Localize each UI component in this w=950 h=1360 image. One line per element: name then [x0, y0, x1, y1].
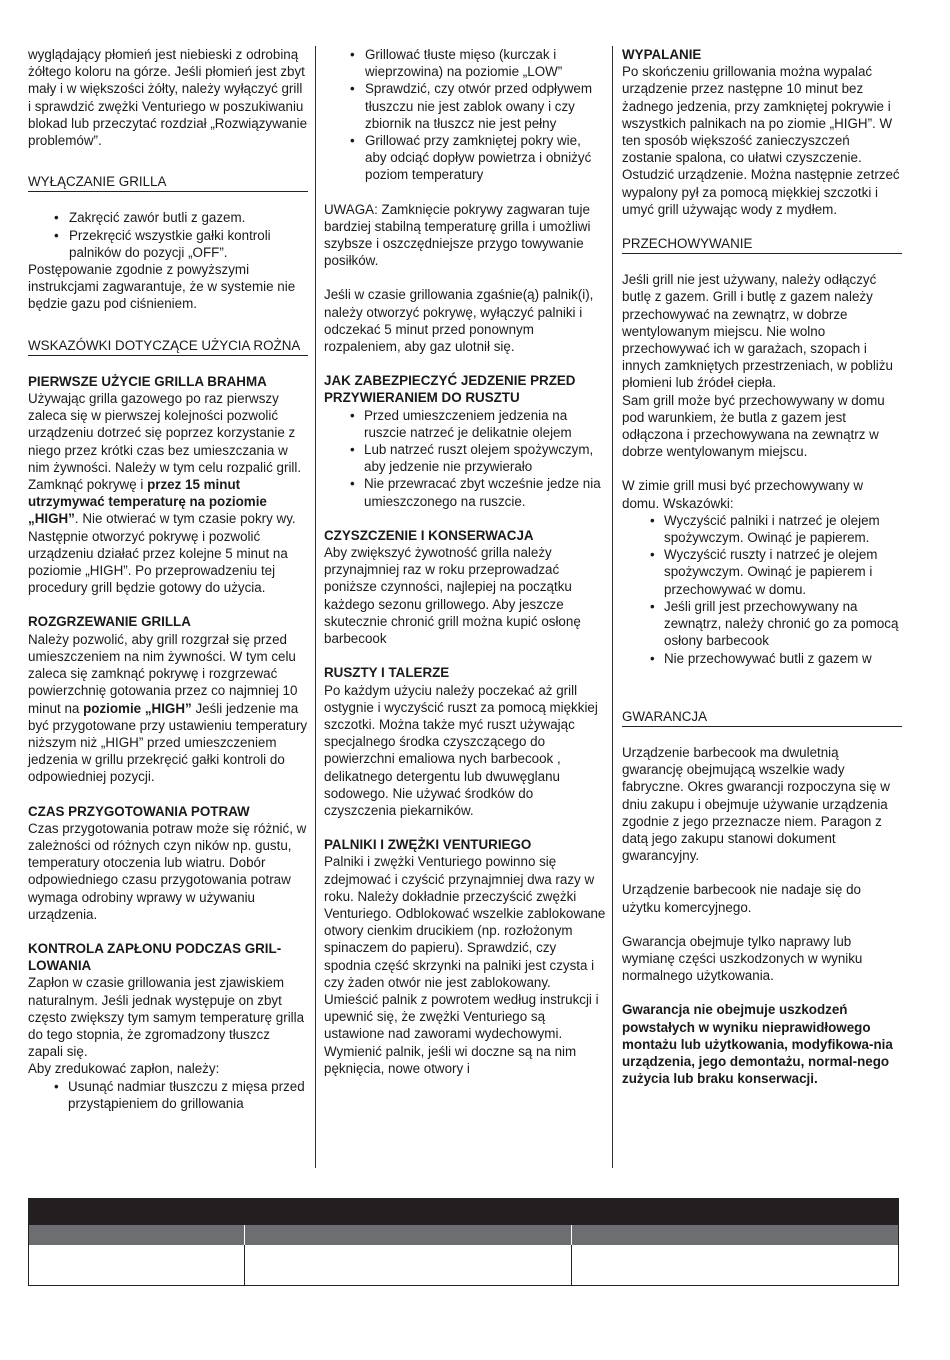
preheat-text [28, 631, 308, 786]
time-heading: CZAS PRZYGOTOWANIA POTRAW [28, 803, 250, 819]
list-item: • Nie przewracać zbyt wcześnie jedze nia umieszczonego na ruszcie. [324, 475, 606, 509]
footer-table [28, 1198, 899, 1286]
list-item: • Wyczyścić ruszty i natrzeć je olejem spożywczym. Owinąć je papierem i przechowywać w domu. [622, 546, 902, 598]
table-subheader-bar [29, 1225, 898, 1245]
winter-list [622, 512, 902, 667]
column-divider-2 [612, 46, 613, 1168]
column-2 [324, 46, 606, 1077]
off-heading: WYŁĄCZANIE GRILLA [28, 173, 308, 192]
first-use-text-b: . Nie otwierać w tym czasie pokry wy. Następnie otworzyć pokrywę i pozwolić urządzeniu działać przez kolejne 5 minut na poziomie „HIGH”. Po przeprowadzeniu tej procedury grill będzie gotowy do użycia. [28, 511, 296, 596]
list-item: • Sprawdzić, czy otwór przed odpływem tłuszczu nie jest zablok owany i czy zbiornik na tłuszcz nie jest pełny [324, 80, 606, 132]
time-text: Czas przygotowania potraw może się różnić, w zależności od różnych czyn ników np. gustu, temperatury otoczenia lub wiatru. Dobór odpowiedniego czasu przygotowania potraw wymaga odrobiny wprawy w używaniu urządzenia. [28, 820, 307, 922]
flameout-text: Jeśli w czasie grillowania zgaśnie(ą) palnik(i), należy otworzyć pokrywę, wyłączyć palniki i odczekać 5 minut przed ponownym rozpaleniem, aby gaz ulotnił się. [324, 287, 594, 355]
storage-heading: PRZECHOWYWANIE [622, 235, 902, 254]
clean-heading: CZYSZCZENIE I KONSERWACJA [324, 527, 534, 543]
burners-text: Palniki i zwężki Venturiego powinno się zdejmować i czyścić przynajmniej dwa razy w roku. Należy dokładnie przeczyścić zwężki Venturiego. Odblokować wszelkie zablokowane otwory cienkim drucikiem (np. rozłożonym spinaczem do papieru). Sprawdzić, czy spodnia część skrzynki na palniki jest czysta i czy żaden otwór nie jest zablokowany. Umieścić palnik z powrotem według instrukcji i upewnić się, że zwężki Venturiego są ustawione nad zaworami wydechowymi. Wymienić palnik, jeśli wi doczne są na nim pęknięcia, nowe otwory i [324, 854, 606, 1076]
column-1 [28, 46, 308, 1112]
list-item: • Wyczyścić palniki i natrzeć je olejem spożywczym. Owinąć je papierem. [622, 512, 902, 546]
off-text: Postępowanie zgodnie z powyższymi instrukcjami zagwarantuje, że w systemie nie będzie gazu pod ciśnieniem. [28, 262, 296, 312]
column-divider-1 [315, 46, 316, 1168]
off-list [28, 209, 308, 261]
list-item: • Lub natrzeć ruszt olejem spożywczym, aby jedzenie nie przywierało [324, 441, 606, 475]
first-use-text-a: Używając grilla gazowego po raz pierwszy zaleca się w pierwszej kolejności pozwolić urządzeniu dotrzeć się poprzez korzystanie z niego przez krótki czas bez umieszczania w nim żywności. Należy w tym celu rozpalić grill. Zamknąć pokrywę i [28, 391, 302, 493]
list-item: • Grillować tłuste mięso (kurczak i wieprzowina) na poziomie „LOW” [324, 46, 606, 80]
warranty-text-3: Gwarancja obejmuje tylko naprawy lub wymianę części uszkodzonych w wyniku normalnego użytkowania. [622, 933, 863, 984]
note-text: UWAGA: Zamknięcie pokrywy zagwaran tuje bardziej stabilną temperaturę grilla i umożliwi szybsze i oszczędniejsze przygo towywanie posiłków. [324, 201, 591, 269]
list-item: • Grillować przy zamkniętej pokry wie, aby odciąć dopływ powietrza i obniżyć poziom temperatury [324, 132, 606, 184]
grates-heading: RUSZTY I TALERZE [324, 665, 450, 681]
burners-heading: PALNIKI I ZWĘŻKI VENTURIEGO [324, 837, 532, 853]
table-column-separator [571, 1245, 572, 1285]
preheat-text-a: Należy pozwolić, aby grill rozgrzał się przed umieszczeniem na nim żywności. W tym celu zaleca się zamknąć pokrywę i rozgrzewać powierzchnię gotowania przez co najmniej 10 minut na [28, 631, 298, 716]
burnoff-heading: WYPALANIE [622, 47, 702, 62]
list-item: • Przekręcić wszystkie gałki kontroli palników do pozycji „OFF”. [28, 227, 308, 261]
list-item: • Przed umieszczeniem jedzenia na ruszcie natrzeć je delikatnie olejem [324, 407, 606, 441]
first-use-heading: PIERWSZE UŻYCIE GRILLA BRAHMA [28, 373, 267, 389]
burnoff-text: Po skończeniu grillowania można wypalać urządzenie przez następne 10 minut bez żadnego jedzenia, przy zamkniętej pokrywie i wszystkich palnikach na po ziomie „HIGH”. W ten sposób większość zanieczyszczeń zostanie spalona, co ułatwi czyszczenie. Ostudzić urządzenie. Można następnie zetrzeć wypalony pył za pomocą miękkiej szczotki i umyć grill używając wody z mydłem. [622, 64, 900, 217]
warranty-bold-text: Gwarancja nie obejmuje uszkodzeń powstałych w wyniku nieprawidłowego montażu lub użytkowania, modyfikowa-nia urządzenia, jego demontażu, normal-nego zużycia lub braku konserwacji. [622, 1002, 893, 1087]
ignition-list-continued [324, 46, 606, 184]
list-item: • Jeśli grill jest przechowywany na zewnątrz, należy chronić go za pomocą osłony barbecook [622, 598, 902, 650]
winter-text: W zimie grill musi być przechowywany w domu. Wskazówki: [622, 478, 864, 511]
table-header-bar [29, 1199, 898, 1225]
ignition-heading: KONTROLA ZAPŁONU PODCZAS GRIL-LOWANIA [28, 940, 282, 974]
warranty-text: Urządzenie barbecook ma dwuletnią gwarancję obejmującą wszelkie wady fabryczne. Okres gwarancji rozpoczyna się w dniu zakupu i obejmuje używanie urządzenia zgodnie z jego przeznacze niem. Paragon z datą jego zakupu stanowi dokument gwarancyjny. [622, 744, 890, 864]
intro-text: wyglądający płomień jest niebieski z odrobiną żółtego koloru na górze. Jeśli płomień jest zbyt mały i w większości żółty, należy wyłączyć grill i sprawdzić zwężki Venturiego w poszukiwaniu blokad lub przeczytać rozdział „Rozwiązywanie problemów”. [28, 47, 308, 149]
warranty-text-2: Urządzenie barbecook nie nadaje się do użytku komercyjnego. [622, 882, 861, 915]
protect-heading: JAK ZABEZPIECZYĆ JEDZENIE PRZED PRZYWIERANIEM DO RUSZTU [324, 373, 576, 406]
storage-text: Jeśli grill nie jest używany, należy odłączyć butlę z gazem. Grill i butlę z gazem należy przechowywać na zewnątrz, w dobrze wentylowanym miejscu. Nie wolno przechowywać ich w garażach, szopach i innych zamkniętych przestrzeniach, w pobliżu płomieni lub źródeł ciepła. [622, 272, 893, 391]
preheat-heading: ROZGRZEWANIE GRILLA [28, 614, 191, 630]
tips-heading: WSKAZÓWKI DOTYCZĄCE UŻYCIA ROŻNA [28, 337, 308, 356]
preheat-text-b: Jeśli jedzenie ma być przygotowane przy ustawieniu temperatury niższym niż „HIGH” przed umieszczeniem jedzenia w grillu przekręcić gałki kontroli do odpowiedniej pozycji. [28, 700, 308, 785]
grates-text: Po każdym użyciu należy poczekać aż grill ostygnie i wyczyścić ruszt za pomocą miękkiej szczotki. Można także myć ruszt używając specjalnego środka czyszczącego do powierzchni emaliowa nych barbecook , delikatnego detergentu lub dwuwęglanu sodowego. Nie używać środków do czyszczenia piekarników. [324, 682, 598, 818]
first-use-text [28, 390, 308, 596]
ignition-text: Zapłon w czasie grillowania jest zjawiskiem naturalnym. Jeśli jednak występuje on zbyt często zwiększy tym samym temperaturę grilla do tego stopnia, że zgromadzony tłuszcz zapali się. [28, 975, 305, 1060]
list-item: • Zakręcić zawór butli z gazem. [28, 209, 308, 226]
first-use-text-bold: przez 15 minut utrzymywać temperaturę na poziomie „HIGH” [28, 477, 267, 527]
clean-text: Aby zwiększyć żywotność grilla należy przynajmniej raz w roku przeprowadzać poniższe czynności, najlepiej na początku każdego sezonu grillowego. Aby jeszcze skutecznie chronić grill można kupić osłonę barbecook [324, 545, 581, 647]
list-item: • Usunąć nadmiar tłuszczu z mięsa przed przystąpieniem do grillowania [28, 1078, 308, 1112]
preheat-text-bold: poziomie „HIGH” [83, 700, 192, 716]
storage-text-2: Sam grill może być przechowywany w domu pod warunkiem, że butla z gazem jest odłączona i przechowywana na zewnątrz w dobrze wentylowanym miejscu. [622, 392, 885, 460]
ignition-list [28, 1078, 308, 1112]
protect-list [324, 407, 606, 510]
column-3 [622, 46, 902, 1087]
table-column-separator [244, 1245, 245, 1285]
list-item: • Nie przechowywać butli z gazem w [622, 650, 902, 667]
warranty-heading: GWARANCJA [622, 708, 902, 727]
ignition-text-2: Aby zredukować zapłon, należy: [28, 1061, 220, 1077]
